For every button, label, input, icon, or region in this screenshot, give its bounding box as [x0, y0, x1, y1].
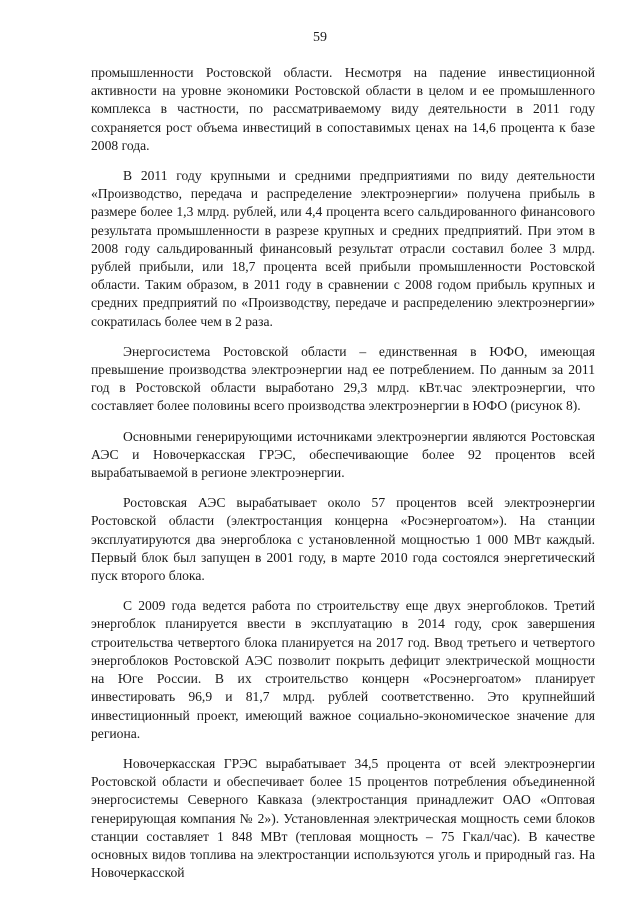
- paragraph-6: С 2009 года ведется работа по строительству еще двух энергоблоков. Третий энергоблок планируется ввести в эксплуатацию в 2014 году, срок завершения строительства четвертого блока планируется на 2017 год. Ввод третьего и четвертого энергоблоков Ростовской АЭС позволит покрыть дефицит электрической мощности на Юге России. В их строительство концерн «Росэнергоатом» планирует инвестировать 96,9 и 81,7 млрд. рублей соответственно. Это крупнейший инвестиционный проект, имеющий важное социально-экономическое значение для региона.: [91, 598, 595, 741]
- paragraph-7: Новочеркасская ГРЭС вырабатывает 34,5 процента от всей электроэнергии Ростовской области и обеспечивает более 15 процентов потребления объединенной энергосистемы Северного Кавказа (электростанция принадлежит ОАО «Оптовая генерирующая компания № 2»). Установленная электрическая мощность семи блоков станции составляет 1 848 МВт (тепловая мощность – 75 Гкал/час). В качестве основных видов топлива на электростанции используются уголь и природный газ. На Новочеркасской: [91, 755, 595, 881]
- paragraph-3: Энергосистема Ростовской области – единственная в ЮФО, имеющая превышение производства электроэнергии над ее потреблением. По данным за 2011 год в Ростовской области выработано 29,3 млрд. кВт.час электроэнергии, что составляет более половины всего производства электроэнергии в ЮФО (рисунок 8).: [91, 343, 595, 414]
- paragraph-1: промышленности Ростовской области. Несмотря на падение инвестиционной активности на уровне экономики Ростовской области в целом и ее промышленного комплекса в частности, по рассматриваемому виду деятельности в 2011 году сохраняется рост объема инвестиций в сопоставимых ценах на 14,6 процента к базе 2008 года.: [91, 65, 595, 153]
- paragraph-2: В 2011 году крупными и средними предприятиями по виду деятельности «Производство, передача и распределение электроэнергии» получена прибыль в размере более 1,3 млрд. рублей, или 4,4 процента всего сальдированного финансового результата промышленности в разрезе крупных и средних предприятий. При этом в 2008 году сальдированный финансовый результат отрасли составил более 3 млрд. рублей прибыли, или 18,7 процента всей прибыли промышленности Ростовской области. Таким образом, в 2011 году в сравнении с 2008 годом прибыль крупных и средних предприятий по «Производству, передаче и распределению электроэнергии» сократилась более чем в 2 раза.: [91, 168, 595, 329]
- page-number: 59: [313, 30, 327, 45]
- page-body: [91, 64, 595, 894]
- paragraph-4: Основными генерирующими источниками электроэнергии являются Ростовская АЭС и Новочеркасская ГРЭС, обеспечивающие более 92 процентов всей вырабатываемой в регионе электроэнергии.: [91, 428, 595, 481]
- paragraph-5: Ростовская АЭС вырабатывает около 57 процентов всей электроэнергии Ростовской области (электростанция концерна «Росэнергоатом»). На станции эксплуатируются два энергоблока с установленной мощностью 1 000 МВт каждый. Первый блок был запущен в 2001 году, в марте 2010 года состоялся энергетический пуск второго блока.: [91, 495, 595, 584]
